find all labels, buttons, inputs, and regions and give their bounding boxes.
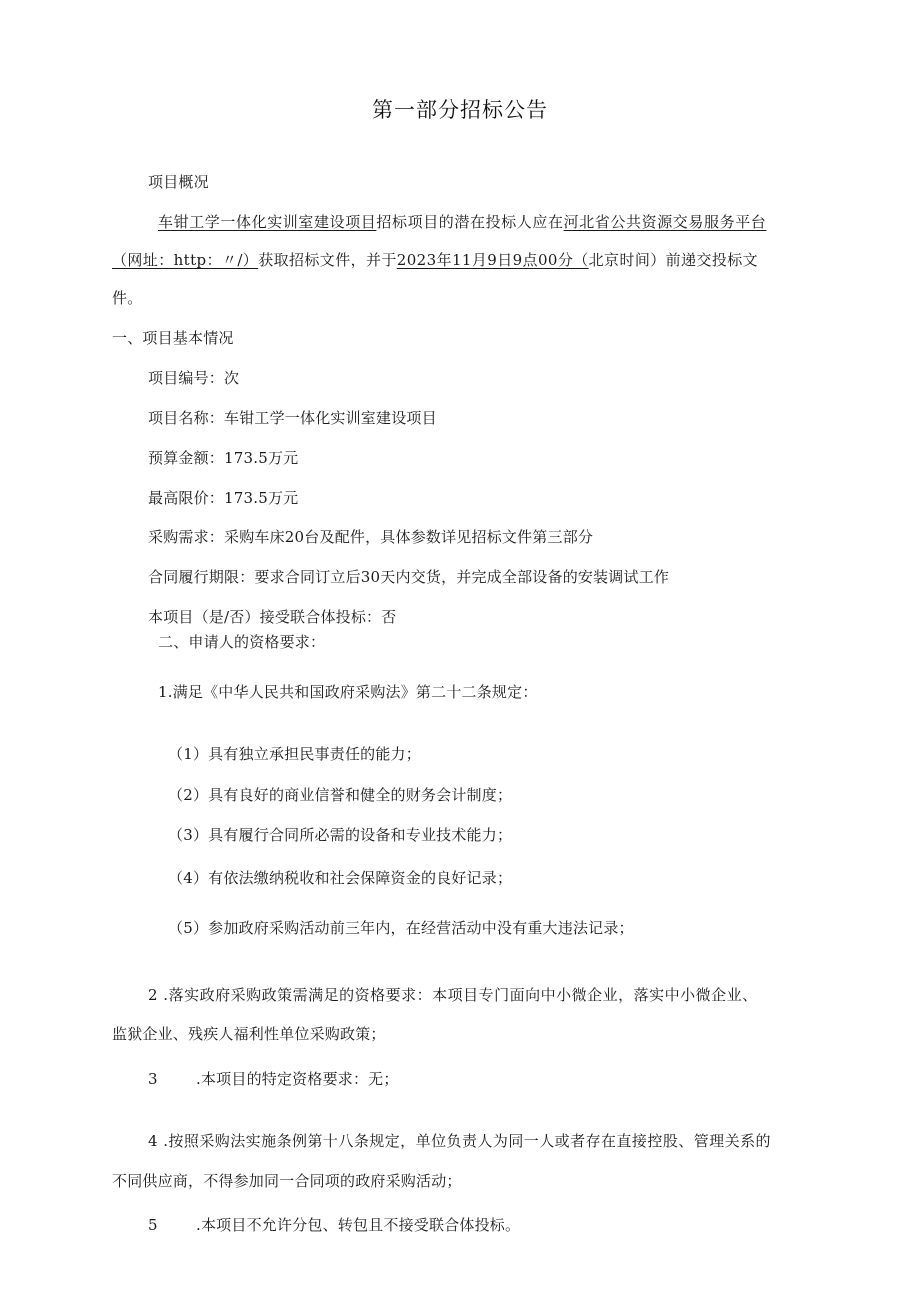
- qualification-subitem: （1）具有独立承担民事责任的能力；: [168, 745, 421, 763]
- section1-heading: 一、项目基本情况: [112, 329, 234, 347]
- overview-text: 北京时间）前递交投标文: [588, 251, 759, 269]
- qualification-subitem: （5）参加政府采购活动前三年内，在经营活动中没有重大违法记录；: [168, 919, 634, 937]
- qualification-item-3-number: 3: [148, 1070, 158, 1088]
- qualification-subitem: （4）有依法缴纳税收和社会保障资金的良好记录；: [168, 869, 513, 887]
- overview-heading: 项目概况: [148, 173, 209, 191]
- qualification-item-1: 1.满足《中华人民共和国政府采购法》第二十二条规定：: [158, 683, 538, 701]
- budget-amount: 预算金额：173.5万元: [148, 449, 299, 467]
- platform-name: 河北省公共资源交易服务平台: [563, 213, 767, 231]
- qualification-subitem: （3）具有履行合同所必需的设备和专业技术能力；: [168, 826, 513, 844]
- overview-text: 招标项目的潜在投标人应在: [376, 213, 564, 231]
- project-name: 项目名称：车钳工学一体化实训室建设项目: [148, 409, 437, 427]
- qualification-item-5-number: 5: [148, 1216, 158, 1234]
- qualification-subitem: （2）具有良好的商业信誉和健全的财务会计制度；: [168, 786, 513, 804]
- page-title: 第一部分招标公告: [372, 98, 548, 122]
- qualification-item-2-line1: 2 .落实政府采购政策需满足的资格要求：本项目专门面向中小微企业，落实中小微企业、: [148, 986, 758, 1004]
- consortium-policy: 本项目（是/否）接受联合体投标：否: [148, 608, 397, 626]
- qualification-item-5-text: .本项目不允许分包、转包且不接受联合体投标。: [196, 1216, 521, 1234]
- contract-period: 合同履行期限：要求合同订立后30天内交货，并完成全部设备的安装调试工作: [148, 568, 670, 586]
- overview-paragraph-line3: 件。: [112, 289, 143, 307]
- max-price: 最高限价：173.5万元: [148, 489, 299, 507]
- section2-heading: 二、申请人的资格要求：: [158, 633, 326, 651]
- qualification-item-2-line2: 监狱企业、残疾人福利性单位采购政策；: [112, 1025, 386, 1043]
- overview-paragraph-line2: [112, 250, 758, 270]
- qualification-item-4-line2: 不同供应商，不得参加同一合同项的政府采购活动；: [112, 1172, 462, 1190]
- project-name-link: 车钳工学一体化实训室建设项目: [158, 213, 377, 231]
- overview-text: 获取招标文件，并于: [258, 251, 397, 269]
- qualification-item-3-text: .本项目的特定资格要求：无；: [196, 1070, 399, 1088]
- overview-paragraph-line1: [158, 212, 766, 232]
- deadline-date: 2023年11月9日9点00分（: [396, 251, 589, 269]
- project-number: 项目编号：次: [148, 369, 240, 387]
- procurement-demand: 采购需求：采购车床20台及配件，具体参数详见招标文件第三部分: [148, 528, 594, 546]
- website-url: （网址：http：〃/）: [112, 251, 259, 269]
- qualification-item-4-line1: 4 .按照采购法实施条例第十八条规定，单位负责人为同一人或者存在直接控股、管理关系的: [148, 1132, 771, 1150]
